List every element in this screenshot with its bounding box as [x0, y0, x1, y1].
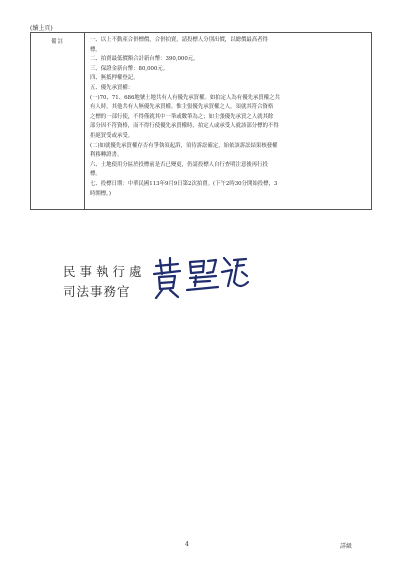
signature-block — [63, 262, 146, 300]
office-name: 民事執行處 — [63, 264, 146, 279]
notes-content — [85, 33, 371, 209]
note-line: 七、投標日期：中華民國113年9月9日第2次拍賣。(下午2時30分開始投標，3 — [90, 180, 278, 187]
note-line: (一)70、71、686地號土地共有人有優先承買權。如拍定人為有優先承買權之共 — [90, 94, 280, 101]
note-line: 四、無抵押權登記。 — [90, 75, 139, 82]
notes-table — [30, 32, 372, 210]
continuation-label: (續上頁) — [30, 25, 53, 32]
note-line: 時開標。) — [90, 190, 111, 197]
note-line: 利移轉證書。 — [90, 152, 123, 159]
note-line: 一、以上不動產合併標價，合併拍賣，請投標人分別出價，以總價最高者得 — [90, 37, 268, 43]
note-line: 標。 — [90, 171, 101, 178]
footer-mark: 詳級 — [340, 543, 353, 550]
note-line: (二)如就優先承買權存否有爭執須起訴，須待訴訟確定，始依該訴訟結果核發權 — [90, 142, 278, 149]
note-line: 二、拍賣最低價額合計新台幣：390,000元。 — [90, 56, 199, 63]
note-line: 之標的一部行使，不得僅就其中一筆或數筆為之；如主張優先承買之人就其餘 — [90, 113, 274, 120]
handwritten-signature — [150, 252, 250, 304]
note-line: 六、土地使用分區於投標前是否已變更，仍請投標人自行查明注意後再行投 — [90, 161, 268, 168]
notes-label: 備註 — [31, 33, 85, 209]
note-line: 標。 — [90, 46, 101, 53]
note-line: 拒絕買受或承受。 — [90, 132, 134, 139]
page-number: 4 — [185, 541, 189, 548]
note-line: 五、優先承買權： — [90, 84, 134, 91]
note-line: 有人時，其他共有人無優先承買權。惟主張優先承買權之人，須就其符合資格 — [90, 104, 274, 111]
officer-title: 司法事務官 — [63, 284, 131, 299]
note-line: 三、保證金新台幣：80,000元。 — [90, 65, 169, 72]
note-line: 部分因不符資格，而不得行使優先承買權時，拍定人或承受人就該部分標的不得 — [90, 123, 279, 130]
